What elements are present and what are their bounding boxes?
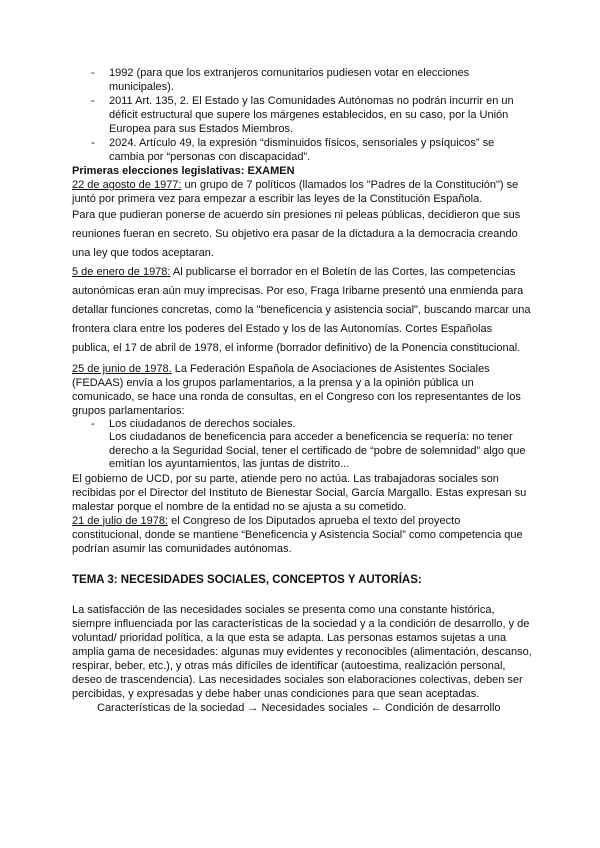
date-underlined: 22 de agosto de 1977: bbox=[72, 179, 182, 191]
tema-heading: TEMA 3: NECESIDADES SOCIALES, CONCEPTOS Y AUTORÍAS: bbox=[72, 573, 422, 586]
date-underlined: 21 de julio de 1978: bbox=[72, 514, 169, 527]
section-heading: Primeras elecciones legislativas: EXAMEN bbox=[72, 165, 295, 177]
paragraph-1977: 22 de agosto de 1977: un grupo de 7 políticos (llamados los "Padres de la Constitución") se juntó por primera vez para empezar a escribir las leyes de la Constitución Española. bbox=[72, 179, 519, 205]
bullet-dash: - bbox=[91, 67, 95, 79]
list-item bbox=[72, 136, 532, 164]
paragraph-1978-january: 5 de enero de 1978: Al publicarse el borrador en el Boletín de las Cortes, las competencias autonómicas eran aún muy imprecisas. Por eso, Fraga Iribarne presentó una enmienda para detallar funciones concretas, como la "beneficencia y asistencia social", buscando marcar una frontera clara entre los poderes del Estado y los de las Autonomías. Cortes Españolas publica, el 17 de abril de 1978, el informe (borrador definitivo) de la Ponencia constitucional. bbox=[72, 266, 531, 354]
date-underlined: 5 de enero de 1978: bbox=[72, 266, 171, 278]
bullet-dash: - bbox=[91, 137, 95, 149]
list-item-text: 2024. Artículo 49, la expresión “disminuidos físicos, sensoriales y psíquicos” se cambia por “personas con discapacidad”. bbox=[109, 137, 495, 163]
concept-chain: Características de la sociedad → Necesidades sociales ← Condición de desarrollo bbox=[97, 701, 501, 714]
paragraph-secret-meetings: Para que pudieran ponerse de acuerdo sin presiones ni peleas públicas, decidieron que sus reuniones fueran en secreto. Su objetivo era pasar de la dictadura a la democracia creando una ley que todos aceptaran. bbox=[72, 209, 521, 259]
paragraph-1978-july: 21 de julio de 1978: el Congreso de los Diputados aprueba el texto del proyecto constitucional, donde se mantiene “Beneficencia y Asistencia Social” como competencia que podrían asumir las comunidades autónomas. bbox=[72, 514, 523, 555]
sub-list-item: - Los ciudadanos de derechos sociales. bbox=[91, 418, 296, 430]
bullet-dash: - bbox=[91, 95, 95, 107]
sub-list-text: Los ciudadanos de beneficencia para acceder a beneficencia se requería: no tener derecho a la Seguridad Social, tener el certificado de “pobre de solemnidad” algo que emitían los ayuntamientos, las juntas de distrito... bbox=[109, 431, 526, 470]
document-page bbox=[72, 66, 532, 715]
list-item-text: 2011 Art. 135, 2. El Estado y las Comunidades Autónomas no podrán incurrir en un déficit estructural que supere los márgenes establecidos, en su caso, por la Unión Europea para sus Estados Miembros. bbox=[109, 95, 514, 135]
paragraph-needs: La satisfacción de las necesidades sociales se presenta como una constante histórica, siempre influenciada por las características de la sociedad y a la condición de desarrollo, y de voluntad/ prioridad política, a la que esta se adapta. Las personas estamos sujetas a una amplia gama de necesidades: algunas muy evidentes y reconocibles (alimentación, descanso, respirar, beber, etc.), y otras más difíciles de identificar (autoestima, realización personal, deseo de trascendencia). Las necesidades sociales son elaboraciones colectivas, deben ser percibidas, y expresadas y debe haber unas condiciones para que sean aceptadas. bbox=[72, 603, 532, 700]
list-item bbox=[72, 66, 532, 94]
bullet-dash: - bbox=[91, 418, 95, 430]
date-underlined: 25 de junio de 1978. bbox=[72, 363, 172, 375]
paragraph-ucd: El gobierno de UCD, por su parte, atiende pero no actúa. Las trabajadoras sociales son recibidas por el Director del Instituto de Bienestar Social, García Margallo. Estas expresan su malestar porque el nombre de la entidad no se ajusta a su cometido. bbox=[72, 472, 527, 513]
paragraph-1978-june: 25 de junio de 1978. La Federación Española de Asociaciones de Asistentes Sociales (FEDAAS) envía a los grupos parlamentarios, a la prensa y a la opinión pública un comunicado, se hace una ronda de consultas, en el Congreso con los representantes de los grupos parlamentarios: bbox=[72, 363, 521, 417]
list-item-text: 1992 (para que los extranjeros comunitarios pudiesen votar en elecciones municipales). bbox=[109, 67, 470, 93]
list-item bbox=[72, 94, 532, 136]
